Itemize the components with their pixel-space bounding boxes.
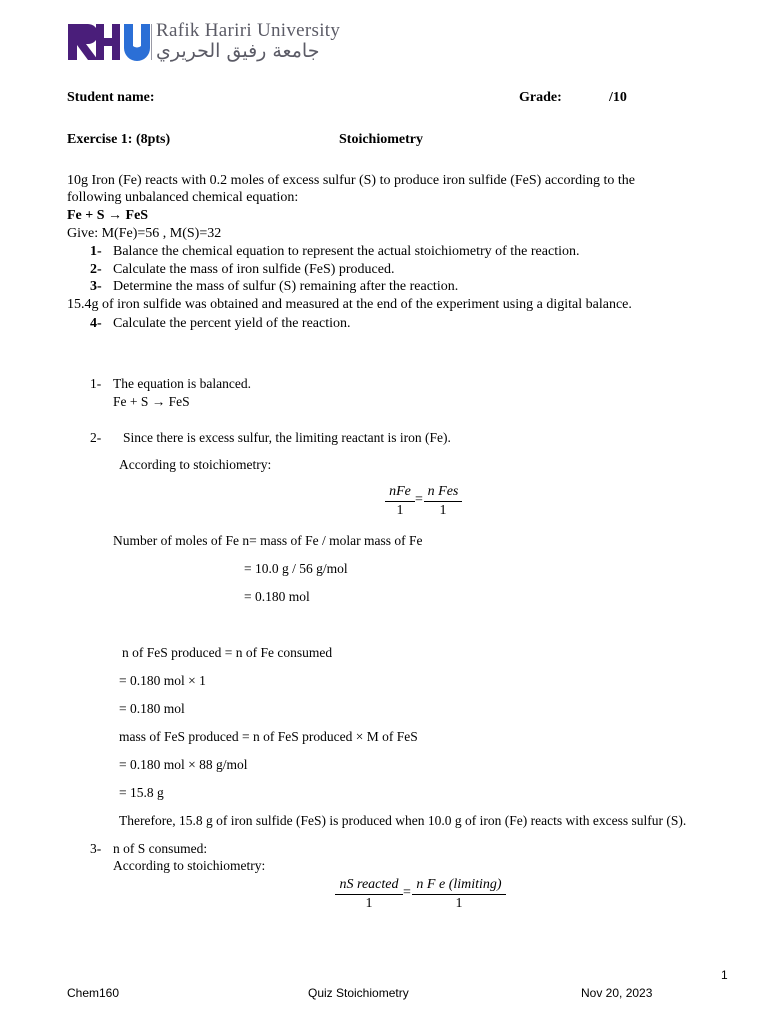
problem-note: 15.4g of iron sulfide was obtained and measured at the end of the experiment using a digital balance. [67,297,632,312]
university-name-ar: جامعة رفيق الحريري [156,40,320,62]
fraction-nfe-limiting [412,877,506,912]
fraction-nfe [385,484,415,519]
fraction-nfes-denominator: 1 [439,503,447,518]
fraction-nfe-numerator: nFe [385,484,415,502]
question-4-number: 4- [90,316,102,331]
problem-given: Give: M(Fe)=56 , M(S)=32 [67,226,222,241]
footer-course: Chem160 [67,986,120,1000]
problem-line-2: following unbalanced chemical equation: [67,190,299,205]
question-2-number: 2- [90,262,102,277]
mass-formula: mass of FeS produced = n of FeS produced × M of FeS [119,729,418,744]
answer-2-line-1: Since there is excess sulfur, the limiting reactant is iron (Fe). [123,430,451,445]
fraction-nfe-limiting-numerator: n F e (limiting) [412,877,506,895]
grade-total: /10 [609,90,627,105]
question-1: Balance the chemical equation to represent the actual stoichiometry of the reaction. [113,244,580,259]
answer-3-line-1: n of S consumed: [113,841,208,856]
nfes-statement: n of FeS produced = n of Fe consumed [122,645,333,660]
answer-2-number: 2- [90,430,102,445]
student-name-label: Student name: [67,90,155,105]
fraction-nfes [424,484,462,519]
question-1-number: 1- [90,244,102,259]
fraction-ns-denominator: 1 [365,896,373,911]
answer-1-line-2: Fe + S → FeS [113,394,190,409]
rhu-logo-icon [66,22,150,62]
problem-equation: Fe + S → FeS [67,208,149,223]
question-3: Determine the mass of sulfur (S) remaining after the reaction. [113,279,459,294]
answer-3-line-2: According to stoichiometry: [113,858,266,873]
nfes-calculation: = 0.180 mol × 1 [119,673,206,688]
university-name-en: Rafik Hariri University [156,20,341,41]
fraction-nfe-denominator: 1 [396,503,404,518]
fraction-ns-reacted [335,877,403,912]
mass-calculation: = 0.180 mol × 88 g/mol [119,757,248,772]
answer-2-conclusion: Therefore, 15.8 g of iron sulfide (FeS) is produced when 10.0 g of iron (Fe) reacts with excess sulfur (S). [119,813,687,828]
question-2: Calculate the mass of iron sulfide (FeS) produced. [113,262,395,277]
moles-result: = 0.180 mol [244,589,310,604]
exercise-label: Exercise 1: (8pts) [67,132,171,147]
mass-result: = 15.8 g [119,785,164,800]
question-4: Calculate the percent yield of the reaction. [113,316,351,331]
logo-divider [151,24,152,60]
fraction-nfes-numerator: n Fes [424,484,462,502]
grade-label: Grade: [519,90,562,105]
question-3-number: 3- [90,279,102,294]
moles-formula: Number of moles of Fe n= mass of Fe / molar mass of Fe [113,533,423,548]
page-number: 1 [721,968,728,982]
fraction-nfe-limiting-denominator: 1 [455,896,463,911]
moles-calculation: = 10.0 g / 56 g/mol [244,561,348,576]
footer-date: Nov 20, 2023 [581,986,653,1000]
fraction-ns-numerator: nS reacted [335,877,403,895]
exercise-topic: Stoichiometry [339,132,423,147]
fraction-2-equals: = [403,885,411,900]
answer-2-line-2: According to stoichiometry: [119,457,272,472]
fraction-1-equals: = [415,492,423,507]
footer-title: Quiz Stoichiometry [308,986,409,1000]
problem-line-1: 10g Iron (Fe) reacts with 0.2 moles of excess sulfur (S) to produce iron sulfide (FeS) according to the [67,173,636,188]
answer-1-line-1: The equation is balanced. [113,376,251,391]
answer-3-number: 3- [90,841,102,856]
answer-1-number: 1- [90,376,102,391]
nfes-result: = 0.180 mol [119,701,185,716]
